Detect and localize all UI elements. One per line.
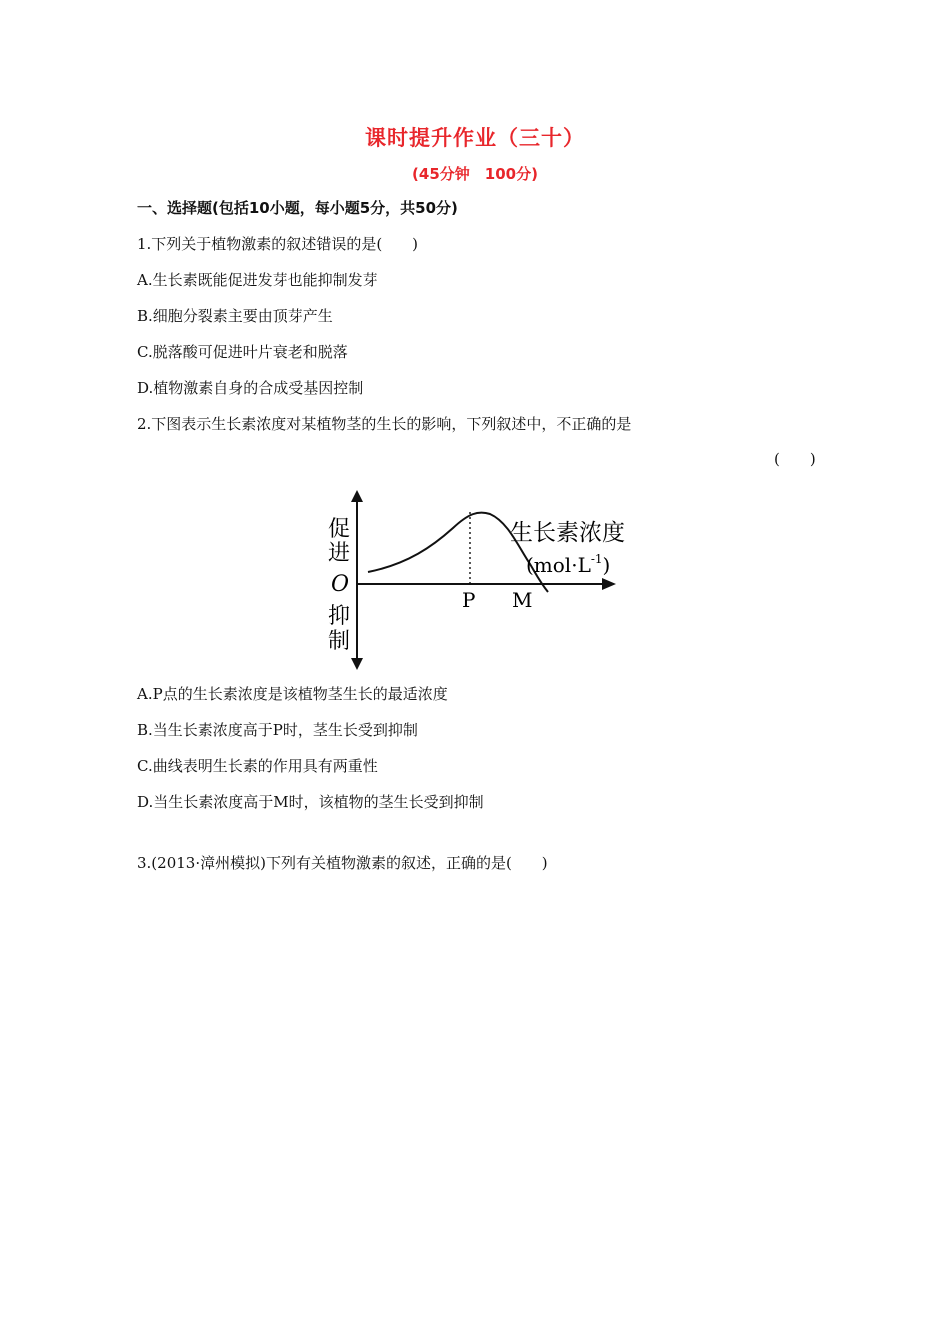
y-label-promote-1: 促 [328,517,351,542]
y-axis-up-arrow [351,490,363,502]
q1-option-c: C.脱落酸可促进叶片衰老和脱落 [137,343,348,361]
q1-stem: 1.下列关于植物激素的叙述错误的是( ) [137,235,419,253]
q1-option-d: D.植物激素自身的合成受基因控制 [137,379,364,397]
unit-label: $(mol\cdot L^{-1})$ [526,552,611,577]
q3-stem: 3.(2013·漳州模拟)下列有关植物激素的叙述，正确的是( ) [137,854,548,872]
q2-option-c: C.曲线表明生长素的作用具有两重性 [137,757,378,775]
auxin-growth-figure [318,486,628,672]
q2-option-d: D.当生长素浓度高于M时，该植物的茎生长受到抑制 [137,793,484,811]
point-m-label: M [512,588,533,612]
origin-label: O [331,572,350,597]
q2-stem: 2.下图表示生长素浓度对某植物茎的生长的影响，下列叙述中，不正确的是 [137,415,632,433]
page-title: 课时提升作业（三十） [365,126,585,150]
q1-option-b: B.细胞分裂素主要由顶芽产生 [137,307,333,325]
time-score-subtitle: (45分钟 100分) [412,165,538,183]
point-p-label: P [462,588,476,612]
y-axis-down-arrow [351,658,363,670]
q2-answer-paren: ( ) [774,450,816,468]
q1-option-a: A.生长素既能促进发芽也能抑制发芽 [137,271,378,289]
section-heading: 一、选择题(包括10小题，每小题5分，共50分) [137,199,458,217]
q2-option-b: B.当生长素浓度高于P时，茎生长受到抑制 [137,721,418,739]
y-label-promote-2: 进 [328,541,351,566]
y-label-inhibit-2: 制 [328,629,351,654]
q2-option-a: A.P点的生长素浓度是该植物茎生长的最适浓度 [137,685,448,703]
x-axis-arrow [602,578,616,590]
curve-label-auxin-concentration: 生长素浓度 [510,520,625,546]
y-label-inhibit-1: 抑 [328,604,351,629]
